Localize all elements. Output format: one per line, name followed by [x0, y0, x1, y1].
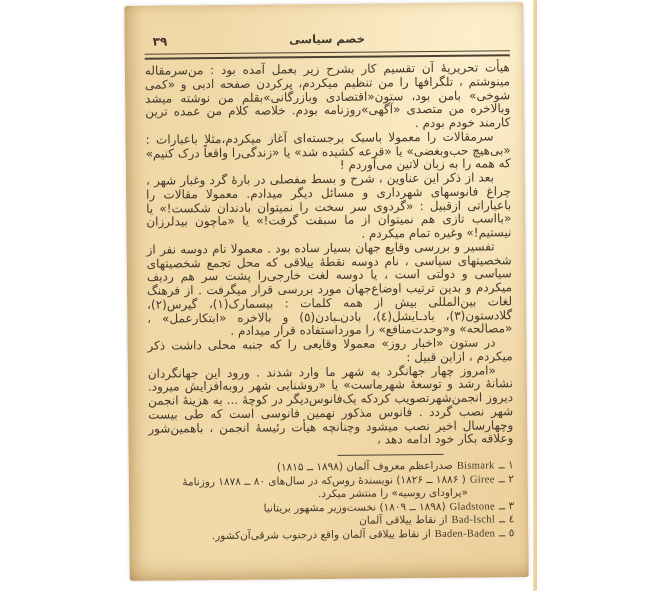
page-header — [145, 30, 510, 50]
paragraph-2: سرمقالات را معمولا باسبک برجسته‌ای آغاز میکردم،مثلا باعبارات : «بی‌هیچ حب‌وبغضی» یا «قرعه کشیده شد» یا «زندگی‌را واقعاً درک کنیم» که همه را به زبان لاتین می‌آوردم ! — [145, 129, 511, 173]
footnote-latin-name: Bad-Ischl — [451, 514, 496, 526]
paragraph-3: بعد از ذکر این عناوین ، شرح و بسط مفصلی در بارهٔ گرد وغبار شهر ، چراغ فانوسهای شهرداری و مسائل دیگر میدادم. معمولا مقالات را باعباراتی ازقبیل : «گردوی سر سخت را نمیتوان بادندان شکست!» یا «بااسب تازی هم نمیتوان از ما سبقت گرفت!» یا «ماچون بیدلرزان نیستیم!» وغیره تمام میکردم . — [145, 170, 512, 241]
paragraph-6: «امروز چهار جهانگرد به شهر ما وارد شدند . ورود این جهانگردان نشانهٔ رشد و توسعهٔ شهرماست» یا «روشنایی شهر روبه‌افزایش میرود. دیروز انجمن‌شهرتصویب کردکه یک‌فانوس‌دیگر در کوچهٔ ... به هزینهٔ انجمن شهر نصب گردد . فانوس مذکور نهمین فانوسی است که طی بیست وچهارسال اخیر نصب میشود وچنانچه هیأت رئیسهٔ انجمن ، باهمین‌شور وعلاقه بکار خود ادامه دهد ، — [147, 362, 514, 447]
footnote-latin-name: Bismark — [456, 460, 495, 472]
footnote-text: ( ۱۸۸۶ ــ ۱۸۲۶) نویسندهٔ روس‌که در سال‌های ۸۰ ــ ۱۸۷۸ روزنامهٔ «پراودای روسیه» را منتشر میکرد. — [182, 473, 468, 501]
footnote-text: از نقاط ییلاقی آلمان — [359, 513, 448, 527]
header-rule — [145, 50, 510, 60]
footnote-baden-baden — [149, 527, 514, 544]
footnote-number: ۱ ــ — [498, 459, 514, 472]
footnote-latin-name: Gladstone — [449, 500, 495, 513]
footnote-latin-name: Baden-Baden — [434, 527, 496, 540]
footnote-number: ٤ ــ — [498, 513, 515, 526]
footnote-latin-name: Giree — [469, 473, 495, 486]
page-number: ۳۹ — [152, 34, 168, 49]
paragraph-1: هیأت تحریریهٔ آن تقسیم کار بشرح زیر بعمل آمده بود : من‌سرمقاله مینوشتم ، تلگرافها را من تنظیم میکردم، پرکردن صفحه ادبی و «کمی شوخی» بامن بود، ستون«اقتصادی وبازرگانی»بقلم من نوشته میشد وبالاخره من متصدی «آگهی»روزنامه بودم. خلاصه کلام من عمده ترین کارمند خودم بودم . — [144, 60, 511, 131]
book-page — [124, 2, 529, 581]
footnote-number: ۲ ــ — [498, 472, 514, 485]
footnote-separator — [338, 454, 444, 456]
footnote-text: از نقاط ییلاقی آلمان واقع درجنوب شرقی‌آن‌کشور. — [211, 527, 431, 542]
footnote-giree — [149, 473, 514, 504]
footnotes — [149, 459, 515, 543]
page-body — [145, 61, 514, 449]
footnote-text: (۱۸۹۸ ــ ۱۸۰۹) نخست‌وزیر مشهور بریتانیا — [263, 500, 446, 515]
paragraph-4: تفسیر و بررسی وقایع جهان بسیار ساده بود . معمولا نام دوسه نفر از شخصیتهای سیاسی ، نام دوسه نقطهٔ ییلاقی که محل تجمع شخصیتهای سیاسی و دولتی است ، یا دوسه لغت خارجی‌را پشت سر هم ردیف میکردم و بدین ترتیب اوضاع‌جهان مورد بررسی قرار میگرفت . از فرهنگ لغات بین‌المللی بیش از همه کلمات : بیسمارک(۱)، گیرس(۲)، گلادستون(۳)، بادـایشل(٤)، بادن‌ـبادن(٥) و بالاخره «ابتکارعمل» ، «مصالحه» و«وحدت‌منافع» را مورداستفاده قرار میدادم . — [146, 239, 513, 339]
next-page-edge — [533, 0, 537, 591]
running-title: خصم سیاسی — [289, 31, 366, 47]
footnote-number: ٥ ــ — [499, 526, 515, 539]
footnote-number: ۳ ــ — [498, 499, 515, 512]
paragraph-5: در ستون «اخبار روز» معمولا وقایعی را که جنبه محلی داشت ذکر میکردم ، ازاین قبیل : — [147, 335, 513, 364]
footnote-text: صدراعظم معروف آلمان (۱۸۹۸ ــ ۱۸۱۵) — [276, 459, 453, 474]
